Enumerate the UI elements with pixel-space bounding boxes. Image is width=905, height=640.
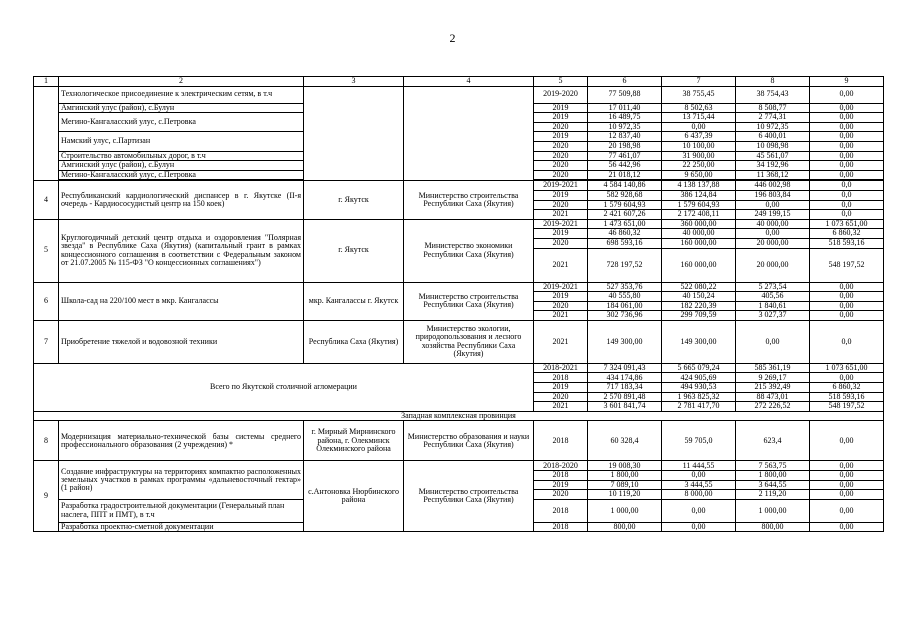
cell-value: 88 473,01: [736, 392, 810, 402]
cell-value: 698 593,16: [588, 238, 662, 248]
cell-value: 5 665 079,24: [662, 363, 736, 373]
cell-location: г. Мирный Мирнинского района, г. Олекминск Олекминского района: [304, 421, 404, 461]
cell-value: 10 119,20: [588, 490, 662, 500]
cell-value: 0,00: [810, 480, 884, 490]
col-header: 3: [304, 77, 404, 87]
cell-value: 20 000,00: [736, 248, 810, 282]
cell-value: 2 172 408,11: [662, 210, 736, 220]
cell-value: 40 150,24: [662, 292, 736, 302]
cell-ministry: Министерство экономики Республики Саха (Якутия): [404, 219, 534, 282]
cell-value: 77 509,88: [588, 86, 662, 103]
cell-value: 0,0: [810, 200, 884, 210]
cell-value: 2 570 891,48: [588, 392, 662, 402]
cell-period: 2018-2021: [534, 363, 588, 373]
cell-period: 2019: [534, 113, 588, 123]
cell-value: 0,00: [810, 499, 884, 522]
cell-num: 9: [34, 461, 59, 532]
cell-period: 2019: [534, 132, 588, 142]
cell-location: Республика Саха (Якутия): [304, 320, 404, 363]
cell-ministry: Министерство строительства Республики Саха (Якутия): [404, 181, 534, 219]
cell-value: 0,00: [662, 499, 736, 522]
cell-value: 1 840,61: [736, 301, 810, 311]
cell-value: 182 220,39: [662, 301, 736, 311]
cell-ministry: Министерство экологии, природопользования и лесного хозяйства Республики Саха (Якутия): [404, 320, 534, 363]
cell-value: 0,0: [810, 210, 884, 220]
cell-value: 0,00: [810, 170, 884, 180]
cell-period: 2020: [534, 301, 588, 311]
cell-num: 5: [34, 219, 59, 282]
cell-value: 38 754,43: [736, 86, 810, 103]
cell-value: 40 000,00: [662, 229, 736, 239]
cell-value: 0,00: [810, 113, 884, 123]
cell-value: 1 473 651,00: [588, 219, 662, 229]
cell-value: 2 781 417,70: [662, 402, 736, 412]
cell-value: 160 000,00: [662, 238, 736, 248]
cell-value: 10 098,98: [736, 141, 810, 151]
cell-name: Разработка градостроительной документации (Генеральный план наслега, ППТ и ПМТ), в т.ч: [59, 499, 304, 522]
cell-value: 527 353,76: [588, 282, 662, 292]
cell-value: 548 197,52: [810, 248, 884, 282]
cell-value: 0,0: [810, 190, 884, 200]
cell-value: 446 002,98: [736, 181, 810, 191]
cell-value: 7 324 091,43: [588, 363, 662, 373]
cell-value: 1 000,00: [588, 499, 662, 522]
cell-value: 2 119,20: [736, 490, 810, 500]
cell-value: 1 800,00: [588, 471, 662, 481]
cell-period: 2019: [534, 229, 588, 239]
cell-value: 434 174,86: [588, 373, 662, 383]
cell-value: 5 273,54: [736, 282, 810, 292]
cell-value: 717 183,34: [588, 383, 662, 393]
cell-value: 11 368,12: [736, 170, 810, 180]
cell-value: 582 928,68: [588, 190, 662, 200]
cell-value: 0,0: [810, 320, 884, 363]
cell-value: 0,00: [810, 421, 884, 461]
cell-value: 11 444,55: [662, 461, 736, 471]
cell-value: 46 860,32: [588, 229, 662, 239]
table-row: [34, 219, 884, 229]
cell-value: 8 000,00: [662, 490, 736, 500]
cell-period: 2020: [534, 392, 588, 402]
cell-value: 8 508,77: [736, 103, 810, 113]
cell-num: 4: [34, 181, 59, 219]
cell-value: 0,00: [810, 461, 884, 471]
cell-period: 2018: [534, 373, 588, 383]
cell-value: 0,00: [662, 522, 736, 532]
cell-value: 4 138 137,88: [662, 181, 736, 191]
cell-period: 2020: [534, 161, 588, 171]
cell-name: Мегино-Кангаласский улус, с.Петровка: [59, 170, 304, 180]
table-row: [34, 282, 884, 292]
cell-value: 3 601 841,74: [588, 402, 662, 412]
cell-value: 405,56: [736, 292, 810, 302]
cell-name: Намский улус, с.Партизан: [59, 132, 304, 151]
cell-value: 494 930,53: [662, 383, 736, 393]
section-title: Западная комплексная провинция: [34, 411, 884, 421]
cell-period: 2020: [534, 151, 588, 161]
cell-value: 272 226,52: [736, 402, 810, 412]
col-header: 9: [810, 77, 884, 87]
cell-value: 0,00: [810, 522, 884, 532]
cell-value: 10 972,35: [588, 122, 662, 132]
col-header: 6: [588, 77, 662, 87]
cell-value: 21 018,12: [588, 170, 662, 180]
cell-name: Круглогодичный детский центр отдыха и оздоровления "Полярная звезда" в Республике Саха (Якутия) (капитальный грант в рамках концессионного соглашения в соответствии с Федеральным законом от 21.07.2005 № 115-ФЗ "О концессионных соглашениях"): [59, 219, 304, 282]
cell-value: 360 000,00: [662, 219, 736, 229]
cell-value: 424 905,69: [662, 373, 736, 383]
cell-period: 2018: [534, 421, 588, 461]
cell-value: 800,00: [736, 522, 810, 532]
total-label: Всего по Якутской столичной агломерации: [34, 363, 534, 411]
cell-period: 2020: [534, 170, 588, 180]
cell-period: 2021: [534, 248, 588, 282]
cell-period: 2020: [534, 122, 588, 132]
cell-name: Создание инфраструктуры на территориях компактно расположенных земельных участков в рамках программы «дальневосточный гектар» (1 район): [59, 461, 304, 499]
cell-value: 0,00: [736, 200, 810, 210]
cell-location: мкр. Кангалассы г. Якутск: [304, 282, 404, 320]
cell-name: Приобретение тяжелой и водовозной техники: [59, 320, 304, 363]
cell-value: 1 073 651,00: [810, 363, 884, 373]
cell-period: 2019-2021: [534, 219, 588, 229]
cell-value: 45 561,07: [736, 151, 810, 161]
cell-name: Амгинский улус (район), с.Булун: [59, 161, 304, 171]
cell-location: с.Антоновка Нюрбинского района: [304, 461, 404, 532]
cell-period: 2018: [534, 499, 588, 522]
col-header: 8: [736, 77, 810, 87]
cell-period: 2020: [534, 238, 588, 248]
cell-value: 6 400,01: [736, 132, 810, 142]
cell-value: 7 563,75: [736, 461, 810, 471]
cell-value: 6 437,39: [662, 132, 736, 142]
cell-value: 0,00: [810, 103, 884, 113]
section-row: [34, 411, 884, 421]
cell-value: 6 860,32: [810, 383, 884, 393]
cell-value: 8 502,63: [662, 103, 736, 113]
cell-value: 1 073 651,00: [810, 219, 884, 229]
cell-value: 7 089,10: [588, 480, 662, 490]
cell-value: 548 197,52: [810, 402, 884, 412]
cell-value: 518 593,16: [810, 238, 884, 248]
cell-ministry: Министерство образования и науки Республики Саха (Якутия): [404, 421, 534, 461]
cell-name: Республиканский кардиологический диспансер в г. Якутске (II-я очередь - Кардиососудистый центр на 150 коек): [59, 181, 304, 219]
col-header: 5: [534, 77, 588, 87]
cell-value: 3 444,55: [662, 480, 736, 490]
cell-period: 2019: [534, 292, 588, 302]
cell-period: 2018-2020: [534, 461, 588, 471]
cell-value: 728 197,52: [588, 248, 662, 282]
col-header: 2: [59, 77, 304, 87]
cell-value: 0,00: [810, 311, 884, 321]
cell-value: 20 000,00: [736, 238, 810, 248]
cell-value: 40 000,00: [736, 219, 810, 229]
cell-value: 12 837,40: [588, 132, 662, 142]
cell-period: 2021: [534, 311, 588, 321]
cell-value: 249 199,15: [736, 210, 810, 220]
cell-value: 160 000,00: [662, 248, 736, 282]
cell-value: 22 250,00: [662, 161, 736, 171]
cell-num: 8: [34, 421, 59, 461]
cell-period: 2021: [534, 210, 588, 220]
col-header: 1: [34, 77, 59, 87]
cell-name: Амгинский улус (район), с.Булун: [59, 103, 304, 113]
cell-value: 77 461,07: [588, 151, 662, 161]
cell-value: 184 061,00: [588, 301, 662, 311]
cell-ministry: Министерство строительства Республики Саха (Якутия): [404, 282, 534, 320]
cell-value: 386 124,84: [662, 190, 736, 200]
cell-value: 59 705,0: [662, 421, 736, 461]
table-row: [34, 421, 884, 461]
cell-value: 40 555,80: [588, 292, 662, 302]
cell-value: 1 579 604,93: [662, 200, 736, 210]
cell-value: 1 963 825,32: [662, 392, 736, 402]
cell-period: 2019: [534, 383, 588, 393]
cell-period: 2019: [534, 103, 588, 113]
cell-value: 299 709,59: [662, 311, 736, 321]
cell-period: 2019: [534, 190, 588, 200]
header-row: [34, 77, 884, 87]
cell-ministry: Министерство строительства Республики Саха (Якутия): [404, 461, 534, 532]
cell-value: 0,00: [810, 292, 884, 302]
cell-period: 2020: [534, 200, 588, 210]
col-header: 7: [662, 77, 736, 87]
cell-name: Строительство автомобильных дорог, в т.ч: [59, 151, 304, 161]
cell-num: 7: [34, 320, 59, 363]
cell-name: Модернизация материально-технической базы системы среднего профессионального образования (2 учреждения) *: [59, 421, 304, 461]
cell-value: 0,00: [810, 122, 884, 132]
cell-name: Технологическое присоединение к электрическим сетям, в т.ч: [59, 86, 304, 103]
cell-value: 0,0: [810, 181, 884, 191]
cell-value: 20 198,98: [588, 141, 662, 151]
cell-period: 2019-2021: [534, 282, 588, 292]
cell-period: 2018: [534, 471, 588, 481]
cell-location: г. Якутск: [304, 219, 404, 282]
cell-value: 149 300,00: [588, 320, 662, 363]
cell-value: 6 860,32: [810, 229, 884, 239]
cell-value: 16 489,75: [588, 113, 662, 123]
cell-value: 9 650,00: [662, 170, 736, 180]
cell-value: 34 192,96: [736, 161, 810, 171]
cell-value: 0,00: [662, 471, 736, 481]
cell-value: 149 300,00: [662, 320, 736, 363]
col-header: 4: [404, 77, 534, 87]
cell-value: 0,00: [810, 301, 884, 311]
cell-period: 2018: [534, 522, 588, 532]
cell-value: 2 774,31: [736, 113, 810, 123]
cell-ministry: [404, 86, 534, 181]
cell-value: 17 011,40: [588, 103, 662, 113]
cell-value: 0,00: [810, 132, 884, 142]
cell-value: 0,00: [810, 86, 884, 103]
table-row: [34, 181, 884, 191]
cell-value: 0,00: [810, 471, 884, 481]
cell-value: 60 328,4: [588, 421, 662, 461]
cell-value: 0,00: [810, 141, 884, 151]
cell-value: 0,00: [810, 373, 884, 383]
table-row: [34, 320, 884, 363]
cell-value: 1 579 604,93: [588, 200, 662, 210]
cell-value: 215 392,49: [736, 383, 810, 393]
cell-value: 0,00: [810, 282, 884, 292]
cell-period: 2021: [534, 402, 588, 412]
cell-value: 19 008,30: [588, 461, 662, 471]
cell-value: 3 644,55: [736, 480, 810, 490]
cell-value: 56 442,96: [588, 161, 662, 171]
cell-value: 2 421 607,26: [588, 210, 662, 220]
cell-value: 585 361,19: [736, 363, 810, 373]
cell-value: 10 100,00: [662, 141, 736, 151]
cell-period: 2021: [534, 320, 588, 363]
cell-period: 2019-2021: [534, 181, 588, 191]
cell-value: 0,00: [810, 151, 884, 161]
investment-projects-table: [33, 76, 884, 532]
table-row: [34, 86, 884, 103]
cell-location: г. Якутск: [304, 181, 404, 219]
cell-value: 522 080,22: [662, 282, 736, 292]
cell-value: 0,00: [736, 229, 810, 239]
cell-value: 1 000,00: [736, 499, 810, 522]
cell-value: 0,00: [810, 161, 884, 171]
total-row: [34, 363, 884, 373]
cell-value: 0,00: [662, 122, 736, 132]
cell-value: 13 715,44: [662, 113, 736, 123]
cell-value: 1 800,00: [736, 471, 810, 481]
table-row: [34, 461, 884, 471]
cell-value: 10 972,35: [736, 122, 810, 132]
cell-value: 623,4: [736, 421, 810, 461]
cell-value: 518 593,16: [810, 392, 884, 402]
cell-period: 2019: [534, 480, 588, 490]
cell-name: Разработка проектно-сметной документации: [59, 522, 304, 532]
cell-period: 2020: [534, 141, 588, 151]
cell-period: 2019-2020: [534, 86, 588, 103]
cell-value: 800,00: [588, 522, 662, 532]
cell-value: 302 736,96: [588, 311, 662, 321]
cell-value: 0,00: [736, 320, 810, 363]
cell-value: 196 803,84: [736, 190, 810, 200]
cell-num: 6: [34, 282, 59, 320]
cell-value: 9 269,17: [736, 373, 810, 383]
cell-name: Школа-сад на 220/100 мест в мкр. Кангалассы: [59, 282, 304, 320]
cell-location: [304, 86, 404, 181]
cell-num: [34, 86, 59, 181]
cell-value: 31 900,00: [662, 151, 736, 161]
page-number: 2: [449, 31, 456, 45]
cell-value: 3 027,37: [736, 311, 810, 321]
cell-value: 4 584 140,86: [588, 181, 662, 191]
cell-name: Мегино-Кангаласский улус, с.Петровка: [59, 113, 304, 132]
cell-value: 38 755,45: [662, 86, 736, 103]
cell-value: 0,00: [810, 490, 884, 500]
cell-period: 2020: [534, 490, 588, 500]
